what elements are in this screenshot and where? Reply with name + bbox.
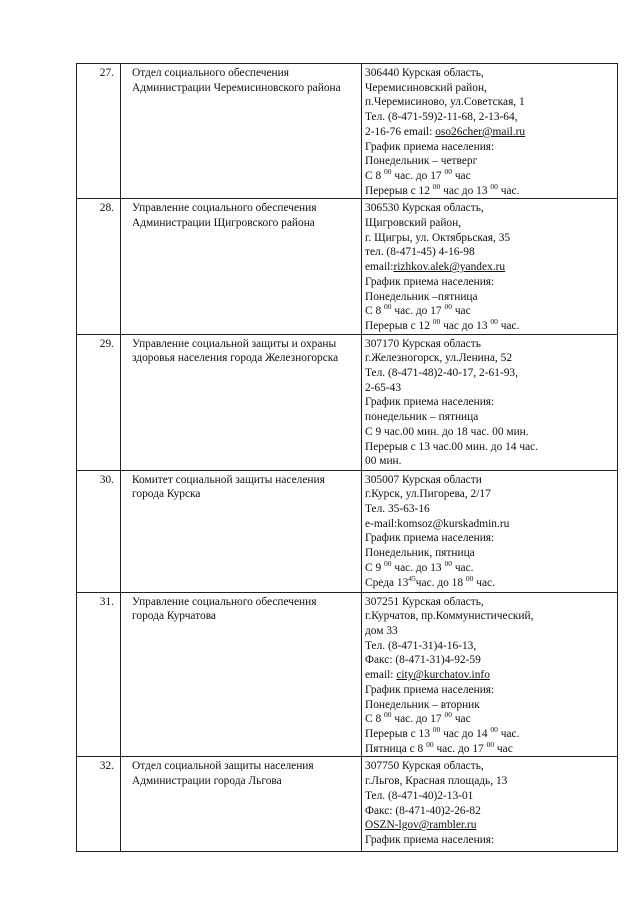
email-link[interactable]: rizhkov.alek@yandex.ru: [393, 261, 506, 274]
row-number-cell: [77, 64, 121, 199]
contact-line: Перерыв с 13 $^{00}$ час до 14 $^{00}$ час.: [365, 724, 520, 740]
org-contact-cell: [362, 470, 618, 592]
contact-line: 307170 Курская область: [365, 337, 481, 350]
contact-line: Понедельник – четверг: [365, 155, 478, 168]
email-link[interactable]: oso26cher@mail.ru: [435, 125, 526, 138]
row-number-cell: [77, 334, 121, 470]
contact-line: Перерыв с 12 $^{00}$ час до 13 $^{00}$ час.: [365, 181, 520, 197]
contact-line: п.Черемисиново, ул.Советская, 1: [365, 96, 525, 109]
org-name: Отдел социальной защиты населения Администрации города Льгова: [132, 760, 314, 788]
contact-line: 307251 Курская область,: [365, 595, 484, 608]
row-number: 32.: [99, 760, 114, 773]
contact-line: 2-16-76 email: oso26cher@mail.ru: [365, 125, 526, 138]
org-name: Управление социального обеспечения Администрации Щигровского района: [132, 202, 317, 230]
row-number: 29.: [99, 337, 114, 350]
org-name-cell: [121, 470, 362, 592]
contact-line: С 8 $^{00}$ час. до 17 $^{00}$ час: [365, 302, 471, 318]
org-contact-cell: [362, 64, 618, 199]
contact-line: г. Щигры, ул. Октябрьская, 35: [365, 231, 511, 244]
contact-line: График приема населения:: [365, 532, 495, 545]
contact-line: 2-65-43: [365, 381, 402, 394]
contact-line: 305007 Курская области: [365, 473, 482, 486]
org-contact-cell: [362, 334, 618, 470]
contact-line: г.Льгов, Красная площадь, 13: [365, 775, 508, 788]
contact-line: Факс: (8-471-31)4-92-59: [365, 654, 481, 667]
contact-line: Понедельник, пятница: [365, 547, 475, 560]
org-name-cell: [121, 334, 362, 470]
contact-line: Пятница с 8 $^{00}$ час. до 17 $^{00}$ час: [365, 739, 513, 755]
contact-line: тел. (8-471-45) 4-16-98: [365, 246, 475, 259]
contact-line: email:rizhkov.alek@yandex.ru: [365, 261, 506, 274]
contact-line: Тел. (8-471-40)2-13-01: [365, 789, 474, 802]
contact-line: Среда $13^{45}час$. до 18 $^{00}$ час.: [365, 573, 495, 589]
org-name-cell: [121, 757, 362, 852]
org-name-cell: [121, 199, 362, 334]
contact-line: г.Курск, ул.Пигорева, 2/17: [365, 488, 491, 501]
email-link[interactable]: OSZN-lgov@rambler.ru: [365, 819, 477, 832]
contact-line: График приема населения:: [365, 683, 495, 696]
contact-line: email: city@kurchatov.info: [365, 669, 490, 682]
contact-line: Понедельник – вторник: [365, 698, 480, 711]
contact-line: Тел. (8-471-31)4-16-13,: [365, 639, 477, 652]
org-name: Отдел социального обеспечения Администрации Черемисиновского района: [132, 67, 341, 94]
contact-line: С 9 $^{00}$ час. до 13 $^{00}$ час.: [365, 558, 474, 574]
contact-line: График приема населения:: [365, 275, 495, 288]
contact-line: [362, 818, 617, 833]
table-row: [77, 199, 618, 334]
row-number: 31.: [99, 595, 114, 608]
org-contact-cell: [362, 757, 618, 852]
email-link[interactable]: city@kurchatov.info: [396, 669, 490, 682]
contact-line: Черемисиновский район,: [365, 81, 487, 94]
contact-line: График приема населения:: [365, 396, 495, 409]
row-number: 28.: [99, 202, 114, 215]
contact-line: Тел. (8-471-59)2-11-68, 2-13-64,: [365, 111, 518, 124]
contact-line: Тел. 35-63-16: [365, 503, 430, 516]
org-name: Управление социального обеспечения города Курчатова: [132, 595, 317, 623]
table-body: [77, 64, 618, 852]
table-row: [77, 334, 618, 470]
contact-line: дом 33: [365, 625, 398, 638]
contact-line: 306530 Курская область,: [365, 202, 484, 215]
contact-line: С 9 час.00 мин. до 18 час. 00 мин.: [365, 425, 529, 438]
contact-line: Перерыв с 13 час.00 мин. до 14 час.: [365, 440, 539, 453]
table-row: [77, 592, 618, 757]
contact-line: Щигровский район,: [365, 217, 462, 230]
contact-line: г.Железногорск, ул.Ленина, 52: [365, 352, 513, 365]
org-contact-cell: [362, 592, 618, 757]
org-contact-cell: [362, 199, 618, 334]
table-row: [77, 470, 618, 592]
contact-line: 00 мин.: [365, 455, 402, 468]
row-number-cell: [77, 470, 121, 592]
table-row: [77, 757, 618, 852]
table-row: [77, 64, 618, 199]
contact-line: e-mail:komsoz@kurskadmin.ru: [365, 517, 510, 530]
row-number: 27.: [99, 67, 114, 79]
org-name: Управление социальной защиты и охраны здоровья населения города Железногорска: [132, 337, 339, 365]
org-name-cell: [121, 64, 362, 199]
contact-line: С 8 $^{00}$ час. до 17 $^{00}$ час: [365, 710, 471, 726]
contact-line: Факс: (8-471-40)2-26-82: [365, 804, 481, 817]
contact-line: Тел. (8-471-48)2-40-17, 2-61-93,: [365, 367, 518, 380]
org-name: Комитет социальной защиты населения города Курска: [132, 473, 325, 501]
contact-line: С 8 $^{00}$ час. до 17 $^{00}$ час: [365, 166, 471, 182]
contact-line: г.Курчатов, пр.Коммунистический,: [365, 610, 534, 623]
contact-line: 306440 Курская область,: [365, 67, 484, 79]
organizations-table: [76, 63, 618, 852]
contact-line: График приема населения:: [365, 833, 495, 846]
contact-line: понедельник – пятница: [365, 411, 479, 424]
contact-line: 307750 Курская область,: [365, 760, 484, 773]
row-number-cell: [77, 757, 121, 852]
contact-line: Понедельник –пятница: [365, 290, 478, 303]
contact-line: Перерыв с 12 $^{00}$ час до 13 $^{00}$ час.: [365, 316, 520, 332]
row-number-cell: [77, 199, 121, 334]
row-number-cell: [77, 592, 121, 757]
org-name-cell: [121, 592, 362, 757]
row-number: 30.: [99, 473, 114, 486]
contact-line: График приема населения:: [365, 140, 495, 153]
